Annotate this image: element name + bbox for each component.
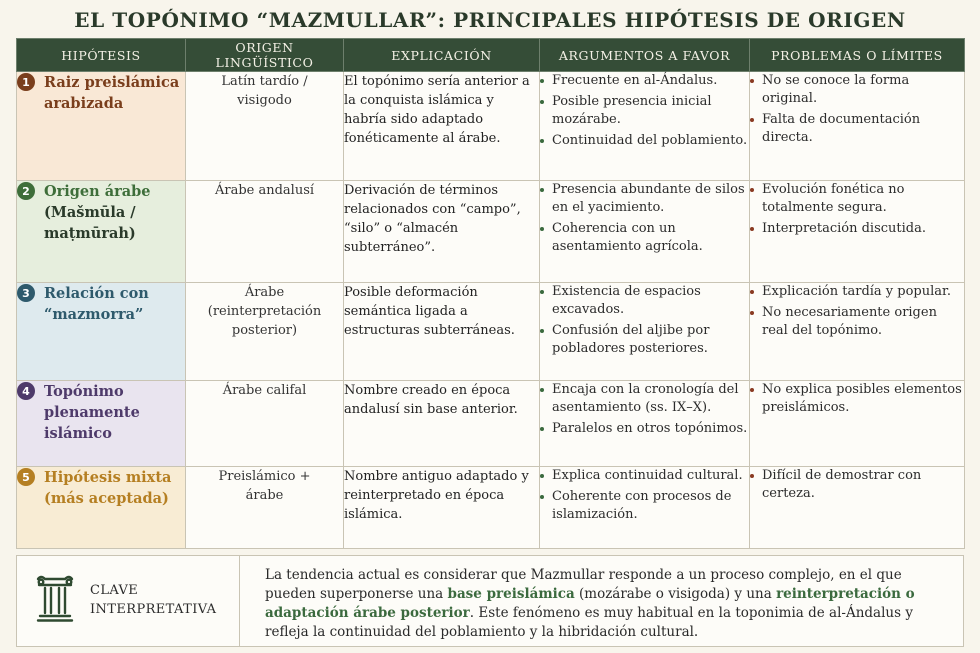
list-item: Presencia abundante de silos en el yacimiento. <box>540 181 749 217</box>
key-box <box>16 555 964 647</box>
list-item: Explicación tardía y popular. <box>750 283 964 301</box>
hypothesis-cell <box>17 72 186 181</box>
table-header-row <box>17 39 965 72</box>
list-item: Coherencia con un asentamiento agrícola. <box>540 220 749 256</box>
list-item: Coherente con procesos de islamización. <box>540 488 749 524</box>
favor-cell <box>540 381 750 467</box>
list-item: Existencia de espacios excavados. <box>540 283 749 319</box>
number-badge: 1 <box>17 73 35 91</box>
hypothesis-label: Hipótesis mixta (más aceptada) <box>44 469 172 507</box>
favor-cell <box>540 283 750 381</box>
favor-cell <box>540 181 750 283</box>
hypothesis-label: Relación con “mazmorra” <box>44 285 149 323</box>
header-favor: ARGUMENTOS A FAVOR <box>540 39 750 72</box>
key-label-cell <box>17 556 240 646</box>
origin-cell: Árabe (reinterpretación posterior) <box>186 283 344 381</box>
list-item: Difícil de demostrar con certeza. <box>750 467 964 503</box>
table-row <box>17 181 965 283</box>
explanation-cell: El topónimo sería anterior a la conquista islámica y habría sido adaptado fonéticamente al árabe. <box>344 72 540 181</box>
hypothesis-cell <box>17 381 186 467</box>
list-item: Explica continuidad cultural. <box>540 467 749 485</box>
favor-cell <box>540 467 750 549</box>
hypothesis-cell <box>17 467 186 549</box>
hypothesis-cell <box>17 283 186 381</box>
table-row <box>17 381 965 467</box>
hypothesis-cell <box>17 181 186 283</box>
problems-cell <box>750 467 965 549</box>
highlight-base: base preislámica <box>447 586 575 602</box>
origin-cell: Árabe califal <box>186 381 344 467</box>
favor-cell <box>540 72 750 181</box>
list-item: No necesariamente origen real del topónimo. <box>750 304 964 340</box>
list-item: Posible presencia inicial mozárabe. <box>540 93 749 129</box>
list-item: Evolución fonética no totalmente segura. <box>750 181 964 217</box>
explanation-cell: Posible deformación semántica ligada a estructuras subterráneas. <box>344 283 540 381</box>
number-badge: 2 <box>17 182 35 200</box>
hypothesis-label: Raiz preislámica arabizada <box>44 74 180 112</box>
page-title: EL TOPÓNIMO “MAZMULLAR”: PRINCIPALES HIPÓTESIS DE ORIGEN <box>74 8 906 32</box>
table-row <box>17 283 965 381</box>
origin-cell: Preislámico + árabe <box>186 467 344 549</box>
table-row <box>17 72 965 181</box>
list-item: No se conoce la forma original. <box>750 72 964 108</box>
header-explanation: EXPLICACIÓN <box>344 39 540 72</box>
number-badge: 3 <box>17 284 35 302</box>
origin-cell: Árabe andalusí <box>186 181 344 283</box>
header-hypothesis: HIPÓTESIS <box>17 39 186 72</box>
list-item: No explica posibles elementos preislámicos. <box>750 381 964 417</box>
explanation-cell: Nombre antiguo adaptado y reinterpretado en época islámica. <box>344 467 540 549</box>
number-badge: 4 <box>17 382 35 400</box>
problems-cell <box>750 283 965 381</box>
list-item: Continuidad del poblamiento. <box>540 132 749 150</box>
list-item: Encaja con la cronología del asentamiento (ss. IX–X). <box>540 381 749 417</box>
problems-cell <box>750 381 965 467</box>
key-text: La tendencia actual es considerar que Mazmullar responde a un proceso complejo, en el que pueden superponerse una base preislámica (mozárabe o visigoda) y una reinterpretación o adaptación árabe posterior. Este fenómeno es muy habitual en la toponimia de al-Ándalus y refleja la continuidad del poblamiento y la hibridación cultural. <box>265 567 915 640</box>
number-badge: 5 <box>17 468 35 486</box>
list-item: Frecuente en al-Ándalus. <box>540 72 749 90</box>
table-row <box>17 467 965 549</box>
highlight-reinterpretation: reinterpretación o adaptación árabe posterior <box>265 586 915 621</box>
problems-cell <box>750 181 965 283</box>
explanation-cell: Derivación de términos relacionados con “campo”, “silo” o “almacén subterráneo”. <box>344 181 540 283</box>
list-item: Confusión del aljibe por pobladores posteriores. <box>540 322 749 358</box>
column-icon <box>35 573 75 623</box>
header-origin: ORIGEN LINGÜÍSTICO <box>186 39 344 72</box>
key-label: CLAVE INTERPRETATIVA <box>90 583 217 617</box>
problems-cell <box>750 72 965 181</box>
list-item: Interpretación discutida. <box>750 220 964 238</box>
hypothesis-label: Topónimo plenamente islámico <box>44 383 140 442</box>
explanation-cell: Nombre creado en época andalusí sin base anterior. <box>344 381 540 467</box>
hypothesis-label: Origen árabe (Mašmūla / maṭmūrah) <box>44 183 151 242</box>
origin-cell: Latín tardío / visigodo <box>186 72 344 181</box>
hypotheses-table <box>16 38 965 549</box>
list-item: Paralelos en otros topónimos. <box>540 420 749 438</box>
header-problems: PROBLEMAS O LÍMITES <box>750 39 965 72</box>
list-item: Falta de documentación directa. <box>750 111 964 147</box>
